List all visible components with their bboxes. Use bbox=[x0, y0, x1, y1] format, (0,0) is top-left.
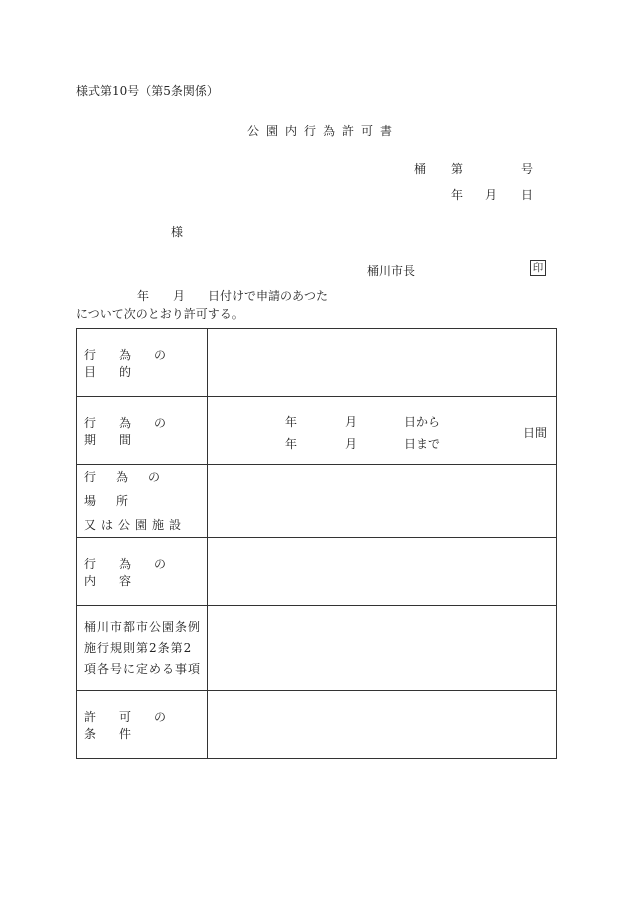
intro-month: 月 bbox=[173, 289, 186, 303]
form-number: 様式第10号（第5条関係） bbox=[76, 84, 219, 98]
period-year-2: 年 bbox=[285, 437, 298, 451]
issue-date-year: 年 bbox=[451, 188, 464, 202]
period-field[interactable] bbox=[208, 397, 557, 465]
row-label-text: 行為の場所 bbox=[84, 470, 181, 508]
purpose-field[interactable] bbox=[208, 329, 557, 397]
period-until: 日まで bbox=[404, 437, 441, 451]
row-label-text: 行為の期間 bbox=[84, 415, 190, 447]
row-label-text: 許可の条件 bbox=[84, 709, 190, 741]
row-label-text: 施行規則第2条第2 bbox=[84, 640, 193, 655]
period-month-2: 月 bbox=[345, 437, 358, 451]
seal-mark: 印 bbox=[530, 260, 546, 276]
row-label-text: 又は公園施設 bbox=[84, 518, 187, 532]
table-row bbox=[77, 538, 557, 606]
row-label-text: 行為の内容 bbox=[84, 556, 190, 588]
row-label-regulation bbox=[77, 606, 208, 691]
row-label-location bbox=[77, 465, 208, 538]
issue-number-label: 第 bbox=[451, 162, 464, 176]
period-year-1: 年 bbox=[285, 415, 298, 429]
table-row bbox=[77, 691, 557, 759]
intro-text-2: について次のとおり許可する。 bbox=[76, 307, 244, 321]
period-from: 日から bbox=[404, 415, 441, 429]
conditions-field[interactable] bbox=[208, 691, 557, 759]
issuer-name: 桶川市長 bbox=[367, 264, 416, 278]
row-label-period bbox=[77, 397, 208, 465]
issue-date-day: 日 bbox=[521, 188, 534, 202]
row-label-conditions bbox=[77, 691, 208, 759]
table-row bbox=[77, 329, 557, 397]
row-label-purpose bbox=[77, 329, 208, 397]
permit-table bbox=[76, 328, 557, 759]
intro-text-1: 日付けで申請のあつた bbox=[208, 289, 329, 303]
row-label-text: 桶川市都市公園条例 bbox=[84, 619, 202, 634]
regulation-field[interactable] bbox=[208, 606, 557, 691]
table-row bbox=[77, 465, 557, 538]
issue-number-suffix: 号 bbox=[521, 162, 534, 176]
row-label-text: 行為の目的 bbox=[84, 347, 190, 379]
content-field[interactable] bbox=[208, 538, 557, 606]
document-title: 公園内行為許可書 bbox=[247, 124, 400, 138]
table-row bbox=[77, 397, 557, 465]
period-month-1: 月 bbox=[345, 415, 358, 429]
row-label-text: 項各号に定める事項 bbox=[84, 661, 202, 676]
period-days: 日間 bbox=[523, 426, 548, 440]
location-field[interactable] bbox=[208, 465, 557, 538]
table-row bbox=[77, 606, 557, 691]
issue-date-month: 月 bbox=[485, 188, 498, 202]
row-label-content bbox=[77, 538, 208, 606]
issue-number-prefix: 桶 bbox=[414, 162, 427, 176]
addressee-suffix: 様 bbox=[171, 225, 184, 239]
intro-year: 年 bbox=[137, 289, 150, 303]
